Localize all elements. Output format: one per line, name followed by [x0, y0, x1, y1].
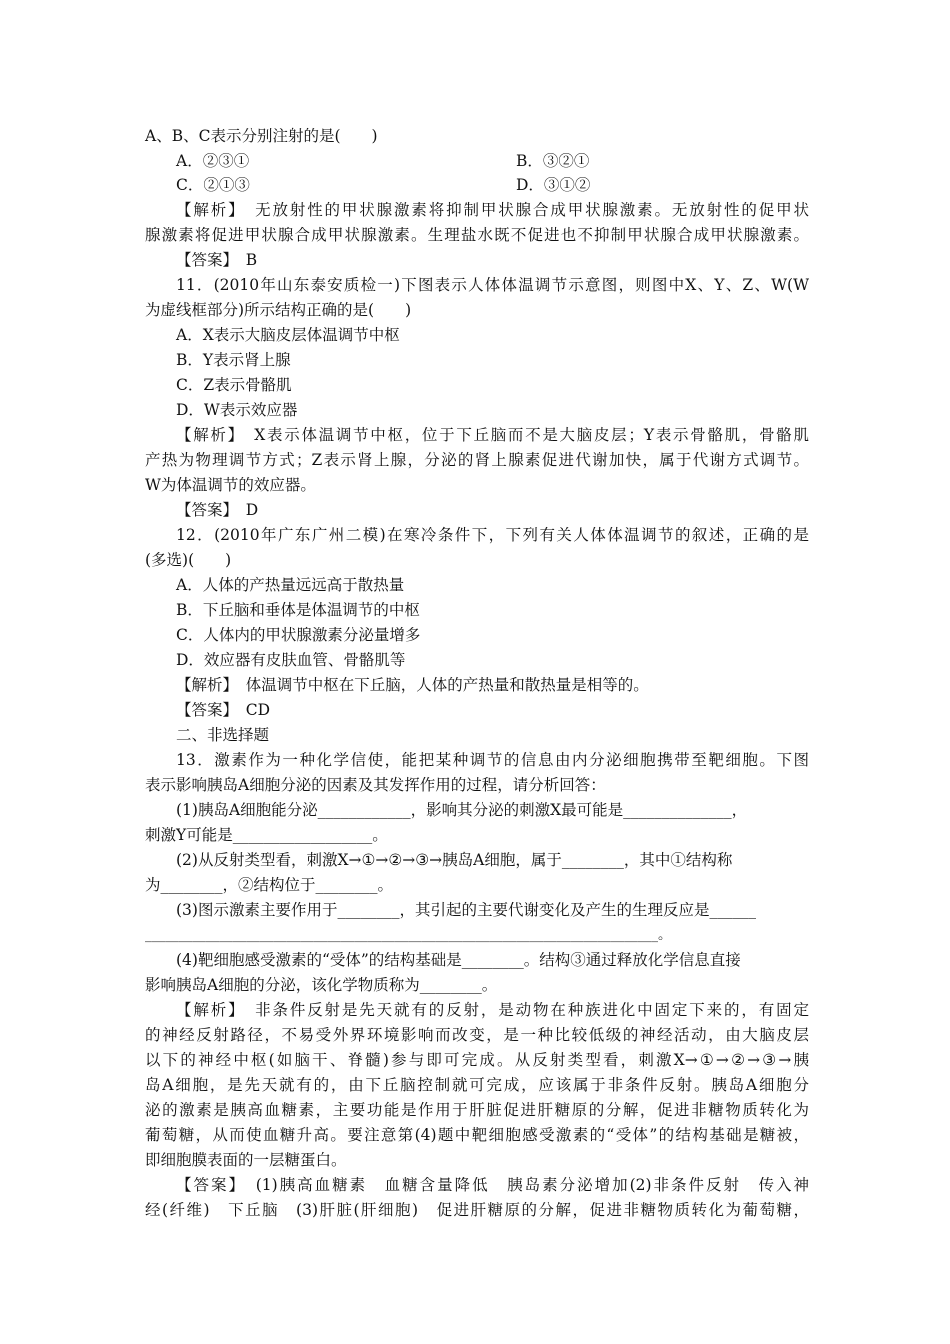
- q12-answer: 【答案】 CD: [176, 701, 271, 719]
- q12-option-a: A．人体的产热量远远高于散热量: [176, 576, 405, 594]
- q13-part2-line: (2)从反射类型看，刺激X→①→②→③→胰岛A细胞，属于________，其中①结构称: [176, 851, 733, 869]
- q13-analysis-line: 岛A细胞，是先天就有的，由下丘脑控制就可完成，应该属于非条件反射。胰岛A细胞分: [145, 1076, 809, 1094]
- q13-part2-line: 为________，②结构位于________。: [145, 876, 394, 894]
- q10-stem: A、B、C表示分别注射的是( ): [145, 127, 378, 145]
- q13-analysis-line: 葡萄糖，从而使血糖升高。要注意第(4)题中靶细胞感受激素的“受体”的结构基础是糖被，: [145, 1126, 809, 1144]
- q13-part1-line: 刺激Y可能是__________________。: [145, 826, 388, 844]
- q13-analysis-line: 泌的激素是胰高血糖素，主要功能是作用于肝脏促进肝糖原的分解，促进非糖物质转化为: [145, 1101, 809, 1119]
- q13-analysis-line: 的神经反射路径，不易受外界环境影响而改变，是一种比较低级的神经活动，由大脑皮层: [145, 1026, 809, 1044]
- q13-analysis-line: 即细胞膜表面的一层糖蛋白。: [145, 1151, 347, 1169]
- q13-stem-line: 13．激素作为一种化学信使，能把某种调节的信息由内分泌细胞携带至靶细胞。下图: [176, 751, 809, 769]
- section-heading: 二、非选择题: [176, 726, 270, 744]
- q10-analysis-line: 腺激素将促进甲状腺合成甲状腺激素。生理盐水既不促进也不抑制甲状腺合成甲状腺激素。: [145, 226, 809, 244]
- q11-stem-line: 为虚线框部分)所示结构正确的是( ): [145, 301, 412, 319]
- q10-option-c: C．②①③: [176, 176, 250, 194]
- q13-part3-line: ____________________________________________________________________________。: [145, 927, 672, 943]
- q12-stem-line: 12．(2010年广东广州二模)在寒冷条件下，下列有关人体体温调节的叙述，正确的是: [176, 526, 809, 544]
- q10-analysis-line: 【解析】 无放射性的甲状腺激素将抑制甲状腺合成甲状腺激素。无放射性的促甲状: [176, 201, 809, 219]
- q10-answer: 【答案】 B: [176, 251, 258, 269]
- q13-answer-line: 【答案】 (1)胰高血糖素 血糖含量降低 胰岛素分泌增加(2)非条件反射 传入神: [176, 1176, 809, 1194]
- q10-option-b: B．③②①: [516, 152, 590, 170]
- q10-option-a: A．②③①: [176, 152, 250, 170]
- q11-analysis-line: 【解析】 X表示体温调节中枢，位于下丘脑而不是大脑皮层；Y表示骨骼肌，骨骼肌: [176, 426, 809, 444]
- q12-option-c: C．人体内的甲状腺激素分泌量增多: [176, 626, 421, 644]
- q11-analysis-line: W为体温调节的效应器。: [145, 476, 316, 494]
- q13-stem-line: 表示影响胰岛A细胞分泌的因素及其发挥作用的过程，请分析回答：: [145, 776, 606, 794]
- q13-part1-line: (1)胰岛A细胞能分泌____________，影响其分泌的刺激X最可能是______________，: [176, 801, 748, 819]
- q13-part4-line: (4)靶细胞感受激素的“受体”的结构基础是________。结构③通过释放化学信息直接: [176, 951, 741, 969]
- q10-option-d: D．③①②: [516, 176, 591, 194]
- q12-option-b: B．下丘脑和垂体是体温调节的中枢: [176, 601, 420, 619]
- q11-stem-line: 11．(2010年山东泰安质检一)下图表示人体体温调节示意图，则图中X、Y、Z、W(W: [176, 276, 809, 294]
- q13-analysis-line: 以下的神经中枢(如脑干、脊髓)参与即可完成。从反射类型看，刺激X→①→②→③→胰: [145, 1051, 809, 1069]
- q11-analysis-line: 产热为物理调节方式；Z表示肾上腺，分泌的肾上腺素促进代谢加快，属于代谢方式调节。: [145, 451, 809, 469]
- q13-answer-line: 经(纤维) 下丘脑 (3)肝脏(肝细胞) 促进肝糖原的分解，促进非糖物质转化为葡萄糖，: [145, 1201, 809, 1219]
- q13-part3-line: (3)图示激素主要作用于________，其引起的主要代谢变化及产生的生理反应是______: [176, 901, 756, 919]
- q11-option-c: C．Z表示骨骼肌: [176, 376, 292, 394]
- q13-analysis-line: 【解析】 非条件反射是先天就有的反射，是动物在种族进化中固定下来的，有固定: [176, 1001, 809, 1019]
- q12-option-d: D．效应器有皮肤血管、骨骼肌等: [176, 651, 406, 669]
- q11-answer: 【答案】 D: [176, 501, 259, 519]
- q12-stem-line: (多选)( ): [145, 551, 232, 569]
- q12-analysis: 【解析】 体温调节中枢在下丘脑，人体的产热量和散热量是相等的。: [176, 676, 649, 694]
- q11-option-b: B．Y表示肾上腺: [176, 351, 291, 369]
- q13-part4-line: 影响胰岛A细胞的分泌，该化学物质称为________。: [145, 976, 498, 994]
- q11-option-a: A．X表示大脑皮层体温调节中枢: [176, 326, 400, 344]
- q11-option-d: D．W表示效应器: [176, 401, 298, 419]
